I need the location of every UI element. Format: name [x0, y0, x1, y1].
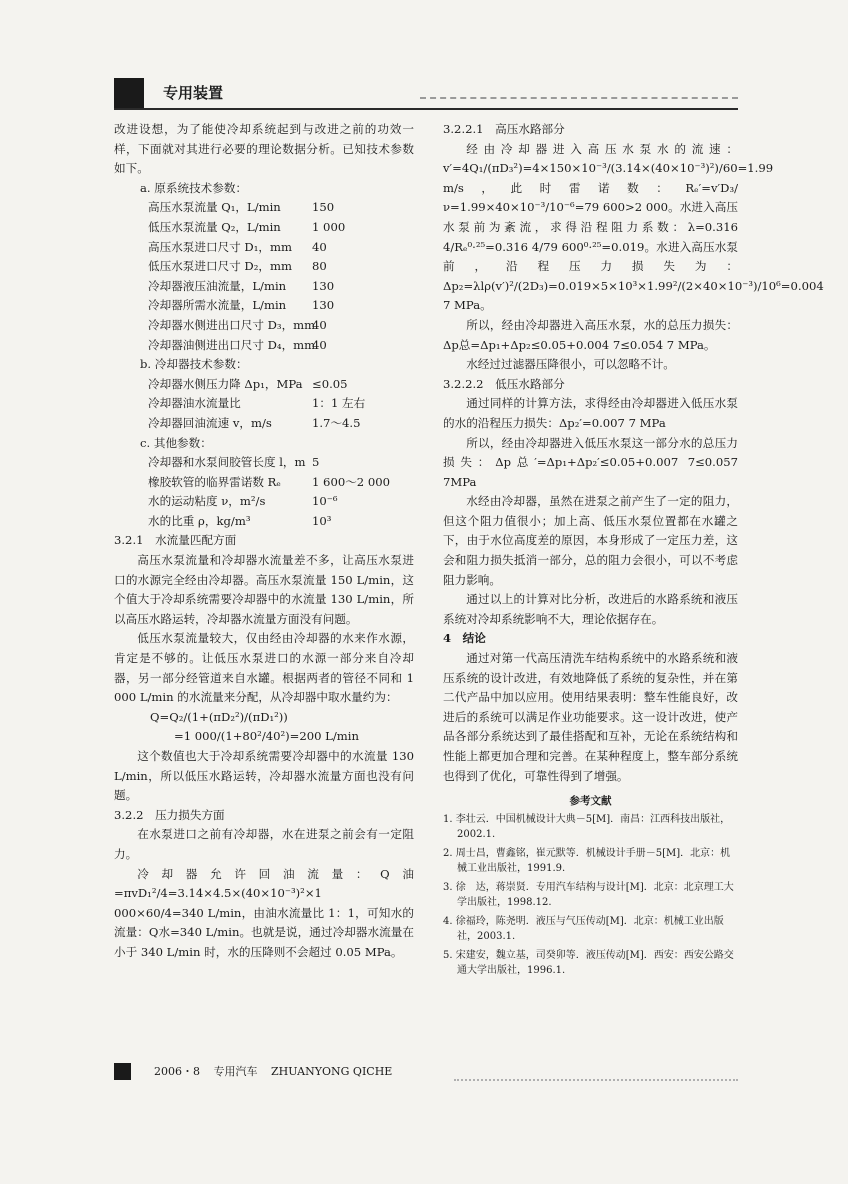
- section-3-2-1-heading: 3.2.1 水流量匹配方面: [114, 533, 237, 548]
- header-dashed-rule: [420, 97, 738, 99]
- parameter-row: [114, 336, 414, 356]
- paragraph-flow-conclusion: 这个数值也大于冷却系统需要冷却器中的水流量 130 L/min，所以低压水路运转，冷却器水流量方面也没有问题。: [114, 749, 414, 803]
- parameter-value: 40: [312, 337, 327, 352]
- paragraph-flow-low: 低压水泵流量较大，仅由经由冷却器的水来作水源，肯定是不够的。让低压水泵进口的水源一部分来自冷却器，另一部分经管道来自水罐。根据两者的管径不同和 1 000 L/min 的水流量来分配，从冷却器中取水量约为：: [114, 631, 414, 705]
- parameter-label: 高压水泵进口尺寸 D₁，mm: [148, 239, 292, 254]
- parameter-row: [114, 296, 414, 316]
- parameter-row: [114, 238, 414, 258]
- parameter-label: 低压水泵进口尺寸 D₂，mm: [148, 259, 292, 274]
- parameter-row: [114, 492, 414, 512]
- parameter-label: 低压水泵流量 Q₂，L/min: [148, 219, 281, 234]
- parameter-label: 橡胶软管的临界雷诺数 Rₑ: [148, 474, 281, 489]
- paragraph-filter: 水经过过滤器压降很小，可以忽略不计。: [466, 357, 675, 372]
- formula-q: Q=Q₂/(1+(πD₂²)/(πD₁²)): [150, 709, 288, 724]
- reference-item: 4. 徐福玲，陈尧明．液压与气压传动[M]．北京：机械工业出版社，2003.1.: [443, 915, 724, 943]
- paragraph-low-pressure-total: 所以，经由冷却器进入低压水泵这一部分水的总压力损失：Δp总′=Δp₁+Δp₂′≤0.05+0.007 7≤0.057 7MPa: [443, 435, 738, 489]
- formula-q-result: =1 000/(1+80²/40²)=200 L/min: [174, 729, 359, 744]
- paragraph-high-pressure-total: 所以，经由冷却器进入高压水泵，水的总压力损失：Δp总=Δp₁+Δp₂≤0.05+0.004 7≤0.054 7 MPa。: [443, 317, 738, 352]
- group-b-label: b. 冷却器技术参数：: [140, 357, 248, 372]
- footer-black-block: [114, 1063, 131, 1080]
- parameter-label: 冷却器和水泵间胶管长度 l，m: [148, 455, 306, 470]
- paragraph-conclusion: 通过对第一代高压清洗车结构系统中的水路系统和液压系统的设计改进，有效地降低了系统的复杂性，并在第二代产品中加以应用。使用结果表明：整车性能良好，改进后的系统可以满足作业功能要求。这一设计改进，使产品各部分系统达到了最佳搭配和互补，无论在系统结构和性能上都更加合理和完善。在某种程度上，整车部分系统也得到了优化，可靠性得到了增强。: [443, 651, 738, 783]
- parameter-value: 1 000: [312, 219, 346, 234]
- parameter-label: 冷却器油水流量比: [148, 396, 241, 411]
- parameter-value: 40: [312, 239, 327, 254]
- section-3-2-2-2-heading: 3.2.2.2 低压水路部分: [443, 376, 565, 391]
- paragraph-resistance: 在水泵进口之前有冷却器，水在进泵之前会有一定阻力。: [114, 827, 414, 861]
- parameter-value: 1.7～4.5: [312, 415, 361, 430]
- paragraph-low-pressure-calc: 通过同样的计算方法，求得经由冷却器进入低压水泵的水的沿程压力损失：Δp₂′=0.007 7 MPa: [443, 396, 738, 430]
- references-title: 参考文献: [569, 795, 612, 808]
- header-black-block: [114, 78, 144, 108]
- parameter-row: [114, 375, 414, 395]
- parameter-value: 150: [312, 200, 335, 215]
- parameter-label: 冷却器油侧进出口尺寸 D₄，mm: [148, 337, 316, 352]
- paragraph-high-pressure-calc: 经由冷却器进入高压水泵水的流速：v′=4Q₁/(πD₃²)=4×150×10⁻³/(3.14×(40×10⁻³)²)/60=1.99 m/s，此时雷诺数：Rₑ′=v′D₃/ν=1.99×40×10⁻³/10⁻⁶=79 600>2 000。水进入高压水泵前为紊流，求得沿程阻力系数：λ=0.316 4/Rₑ⁰·²⁵=0.316 4/79 600⁰·²⁵=0.019。水进入高压水泵前，沿程压力损失为：Δp₂=λlρ(v′)²/(2D₃)=0.019×5×10³×1.99²/(2×40×10⁻³)/10⁶=0.004 7 MPa。: [443, 141, 824, 313]
- section-title: 专用装置: [163, 84, 224, 102]
- parameter-row: [114, 473, 414, 493]
- header-rule: [114, 108, 738, 110]
- parameter-value: 80: [312, 259, 327, 274]
- parameter-value: 5: [312, 455, 320, 470]
- group-c-label: c. 其他参数：: [140, 435, 212, 450]
- intro-paragraph: 改进设想，为了能使冷却系统起到与改进之前的功效一样，下面就对其进行必要的理论数据分析。已知技术参数如下。: [114, 122, 414, 176]
- params-a-list: [114, 198, 414, 355]
- parameter-label: 水的比重 ρ，kg/m³: [148, 513, 251, 528]
- reference-item: 2. 周士昌，曹鑫铭，崔元默等．机械设计手册－5[M]．北京：机械工业出版社，1991.9.: [443, 847, 731, 875]
- footer: [154, 1063, 402, 1079]
- paragraph-oil-flow: 冷却器允许回油流量：Q油=πvD₁²/4=3.14×4.5×(40×10⁻³)²×1 000×60/4=340 L/min，由油水流量比 1：1，可知水的流量：Q水=340 L/min。也就是说，通过冷却器水流量在小于 340 L/min 时，水的压降则不会超过 0.05 MPa。: [114, 866, 414, 959]
- section-3-2-2-1-heading: 3.2.2.1 高压水路部分: [443, 122, 565, 136]
- parameter-value: 1 600～2 000: [312, 474, 390, 489]
- section-3-2-2-heading: 3.2.2 压力损失方面: [114, 807, 225, 822]
- footer-journal-pinyin: ZHUANYONG QICHE: [271, 1065, 393, 1078]
- parameter-value: 10⁻⁶: [312, 494, 338, 509]
- parameter-value: 1：1 左右: [312, 396, 366, 411]
- parameter-label: 冷却器液压油流量，L/min: [148, 278, 287, 293]
- paragraph-resistance-small: 水经由冷却器，虽然在进泵之前产生了一定的阻力，但这个阻力值很小；加上高、低压水泵位置都在水罐之下，由于水位高度差的原因，本身形成了一定压力差，这会和阻力损失抵消一部分，总的阻力会很小，可以不考虑阻力影响。: [443, 494, 738, 587]
- footer-issue: 2006・8: [154, 1065, 200, 1078]
- reference-item: 3. 徐 达，蒋崇贤．专用汽车结构与设计[M]．北京：北京理工大学出版社，1998.12.: [443, 881, 734, 909]
- parameter-value: 40: [312, 317, 327, 332]
- references-list: [443, 812, 738, 979]
- parameter-label: 冷却器回油流速 v，m/s: [148, 415, 272, 430]
- left-column: [114, 120, 414, 963]
- parameter-row: [114, 257, 414, 277]
- parameter-label: 水的运动粘度 ν，m²/s: [148, 494, 266, 509]
- parameter-row: [114, 512, 414, 532]
- parameter-value: 10³: [312, 513, 332, 528]
- parameter-row: [114, 218, 414, 238]
- paragraph-flow-high: 高压水泵流量和冷却器水流量差不多，让高压水泵进口的水源完全经由冷却器。高压水泵流量 150 L/min，这个值大于冷却系统需要冷却器中的水流量 130 L/min，所以高压水路运转，冷却器水流量方面没有问题。: [114, 553, 414, 626]
- parameter-row: [114, 316, 414, 336]
- footer-dotted-rule: [454, 1079, 738, 1081]
- paragraph-analysis: 通过以上的计算对比分析，改进后的水路系统和液压系统对冷却系统影响不大，理论依据存在。: [443, 592, 738, 626]
- params-b-list: [114, 375, 414, 434]
- params-c-list: [114, 453, 414, 531]
- right-column: [443, 120, 824, 982]
- parameter-row: [114, 414, 414, 434]
- parameter-row: [114, 277, 414, 297]
- parameter-label: 冷却器水侧压力降 Δp₁，MPa: [148, 376, 303, 391]
- section-4-heading: 4 结论: [443, 631, 486, 646]
- parameter-label: 冷却器所需水流量，L/min: [148, 298, 287, 313]
- parameter-label: 高压水泵流量 Q₁，L/min: [148, 200, 281, 215]
- parameter-row: [114, 453, 414, 473]
- group-a-label: a. 原系统技术参数：: [140, 180, 248, 195]
- parameter-row: [114, 198, 414, 218]
- parameter-row: [114, 394, 414, 414]
- parameter-value: 130: [312, 298, 335, 313]
- parameter-value: ≤0.05: [312, 376, 348, 391]
- reference-item: 1. 李壮云．中国机械设计大典－5[M]．南昌：江西科技出版社，2002.1.: [443, 813, 731, 841]
- footer-journal-cn: 专用汽车: [213, 1065, 258, 1078]
- parameter-label: 冷却器水侧进出口尺寸 D₃，mm: [148, 317, 316, 332]
- parameter-value: 130: [312, 278, 335, 293]
- reference-item: 5. 宋建安，魏立基，司癸卯等．液压传动[M]．西安：西安公路交通大学出版社，1996.1.: [443, 949, 734, 977]
